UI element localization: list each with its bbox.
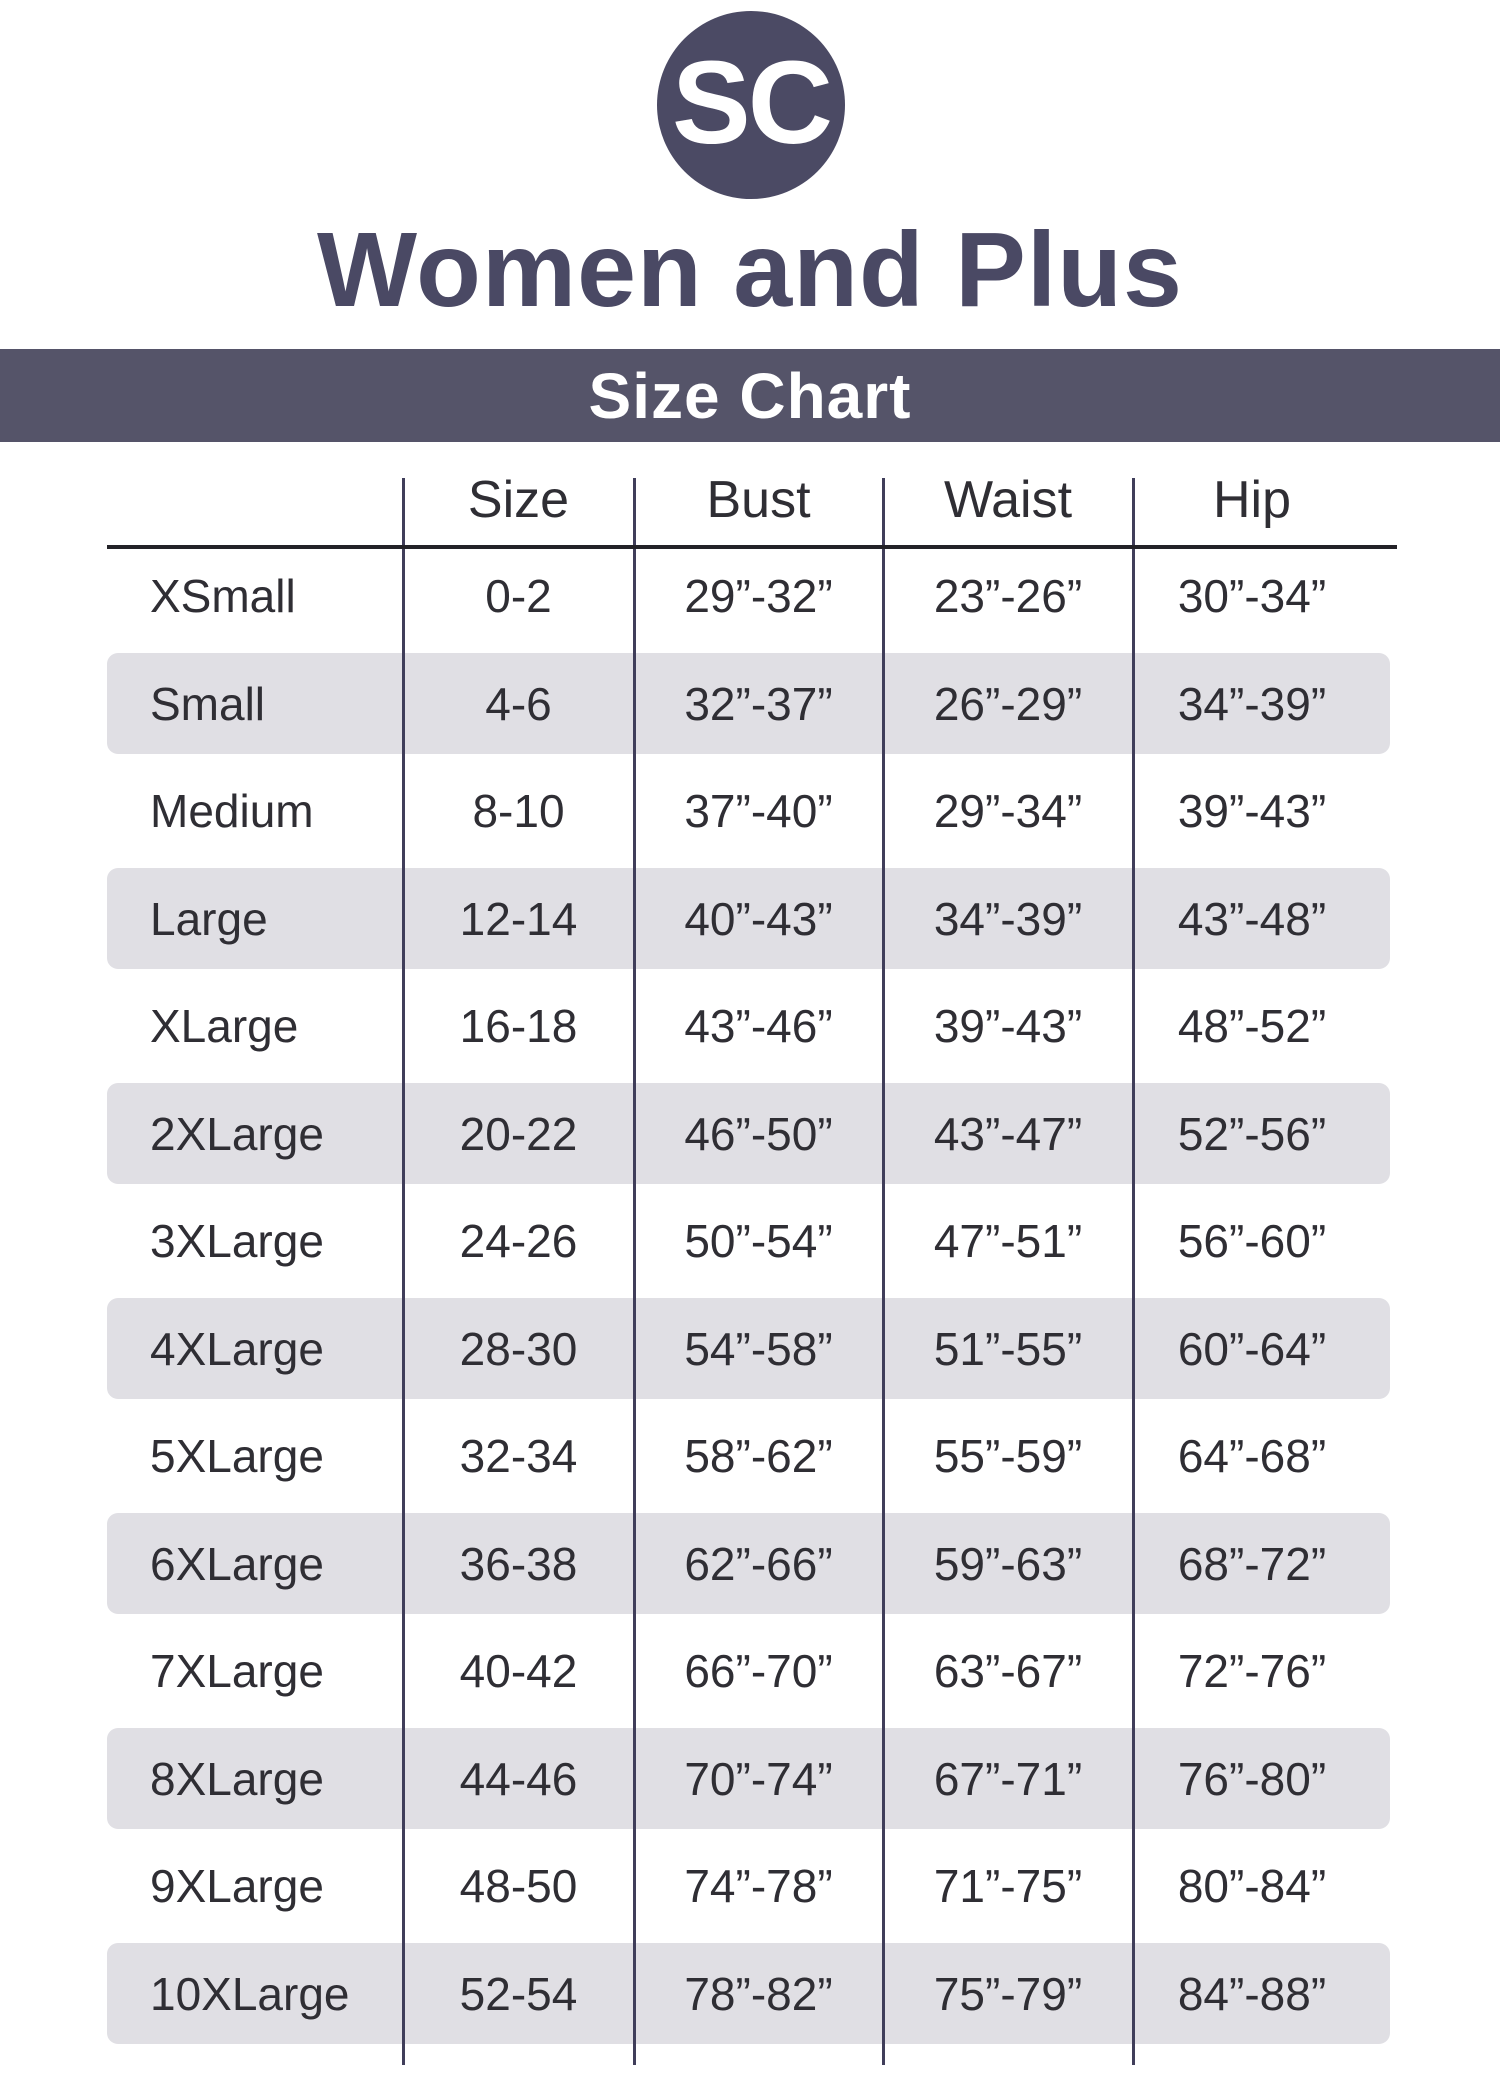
table-row: [0, 650, 1500, 758]
size-cell: 32-34: [459, 1430, 578, 1482]
row-label: 7XLarge: [150, 1645, 324, 1697]
bust-cell: 43”-46”: [684, 1000, 833, 1052]
size-cell: 52-54: [459, 1967, 578, 2020]
waist-cell: 29”-34”: [933, 785, 1083, 837]
bust-cell: 40”-43”: [684, 892, 833, 945]
table-row: [0, 1940, 1500, 2048]
bust-cell: 66”-70”: [684, 1645, 833, 1697]
waist-cell: 75”-79”: [933, 1967, 1083, 2020]
size-cell: 48-50: [459, 1860, 578, 1912]
row-label: XSmall: [150, 570, 296, 622]
bust-cell: 54”-58”: [684, 1322, 833, 1375]
table-row: [0, 1295, 1500, 1403]
row-label: 4XLarge: [150, 1322, 324, 1375]
column-header-size: Size: [467, 471, 570, 529]
row-label: Large: [150, 892, 268, 945]
table-row: [0, 1725, 1500, 1833]
column-divider: [1132, 478, 1135, 2065]
bust-cell: 62”-66”: [684, 1537, 833, 1590]
hip-cell: 84”-88”: [1177, 1967, 1327, 2020]
size-cell: 44-46: [459, 1752, 578, 1805]
table-row: [0, 1402, 1500, 1510]
waist-cell: 67”-71”: [933, 1752, 1083, 1805]
bust-cell: 29”-32”: [684, 570, 833, 622]
bust-cell: 70”-74”: [684, 1752, 833, 1805]
hip-cell: 64”-68”: [1177, 1430, 1327, 1482]
bust-cell: 32”-37”: [684, 677, 833, 730]
size-cell: 24-26: [459, 1215, 578, 1267]
waist-cell: 43”-47”: [933, 1107, 1083, 1160]
waist-cell: 34”-39”: [933, 892, 1083, 945]
row-label: 6XLarge: [150, 1537, 324, 1590]
column-header-bust: Bust: [706, 471, 811, 529]
table-row: [0, 542, 1500, 650]
hip-cell: 52”-56”: [1177, 1107, 1327, 1160]
waist-cell: 63”-67”: [933, 1645, 1083, 1697]
hip-cell: 76”-80”: [1177, 1752, 1327, 1805]
table-row: [0, 1187, 1500, 1295]
row-label: 9XLarge: [150, 1860, 324, 1912]
row-label: 2XLarge: [150, 1107, 324, 1160]
waist-cell: 51”-55”: [933, 1322, 1083, 1375]
bust-cell: 37”-40”: [684, 785, 833, 837]
waist-cell: 71”-75”: [933, 1860, 1083, 1912]
hip-cell: 80”-84”: [1177, 1860, 1327, 1912]
table-row: [0, 1617, 1500, 1725]
bust-cell: 46”-50”: [684, 1107, 833, 1160]
hip-cell: 39”-43”: [1177, 785, 1327, 837]
table-row: [0, 757, 1500, 865]
column-divider: [882, 478, 885, 2065]
hip-cell: 30”-34”: [1177, 570, 1327, 622]
table-row: [0, 865, 1500, 973]
row-label: XLarge: [150, 1000, 299, 1052]
size-cell: 36-38: [459, 1537, 578, 1590]
waist-cell: 23”-26”: [933, 570, 1083, 622]
row-label: Medium: [150, 785, 314, 837]
size-cell: 20-22: [459, 1107, 578, 1160]
hip-cell: 60”-64”: [1177, 1322, 1327, 1375]
hip-cell: 34”-39”: [1177, 677, 1327, 730]
hip-cell: 68”-72”: [1177, 1537, 1327, 1590]
table-row: [0, 1510, 1500, 1618]
hip-cell: 43”-48”: [1177, 892, 1327, 945]
brand-logo-text: SC: [672, 37, 830, 169]
bust-cell: 50”-54”: [684, 1215, 833, 1267]
hip-cell: 72”-76”: [1177, 1645, 1327, 1697]
row-label: 8XLarge: [150, 1752, 324, 1805]
bust-cell: 78”-82”: [684, 1967, 833, 2020]
waist-cell: 47”-51”: [933, 1215, 1083, 1267]
table-row: [0, 1832, 1500, 1940]
bust-cell: 74”-78”: [684, 1860, 833, 1912]
size-cell: 0-2: [485, 570, 552, 622]
section-banner-label: Size Chart: [588, 359, 912, 432]
size-cell: 12-14: [459, 892, 578, 945]
column-header-hip: Hip: [1212, 471, 1292, 529]
waist-cell: 39”-43”: [933, 1000, 1083, 1052]
table-row: [0, 972, 1500, 1080]
size-cell: 16-18: [459, 1000, 578, 1052]
size-cell: 8-10: [472, 785, 565, 837]
hip-cell: 48”-52”: [1177, 1000, 1327, 1052]
size-cell: 4-6: [485, 677, 552, 730]
row-label: 5XLarge: [150, 1430, 324, 1482]
waist-cell: 26”-29”: [933, 677, 1083, 730]
size-cell: 28-30: [459, 1322, 578, 1375]
column-divider: [633, 478, 636, 2065]
waist-cell: 59”-63”: [933, 1537, 1083, 1590]
table-row: [0, 1080, 1500, 1188]
header-rule: [107, 545, 1397, 549]
column-header-waist: Waist: [943, 471, 1073, 529]
row-label: 3XLarge: [150, 1215, 324, 1267]
size-cell: 40-42: [459, 1645, 578, 1697]
page-title: Women and Plus: [316, 211, 1184, 329]
column-divider: [402, 478, 405, 2065]
row-label: 10XLarge: [150, 1967, 350, 2020]
row-label: Small: [150, 677, 266, 730]
waist-cell: 55”-59”: [933, 1430, 1083, 1482]
hip-cell: 56”-60”: [1177, 1215, 1327, 1267]
bust-cell: 58”-62”: [684, 1430, 833, 1482]
